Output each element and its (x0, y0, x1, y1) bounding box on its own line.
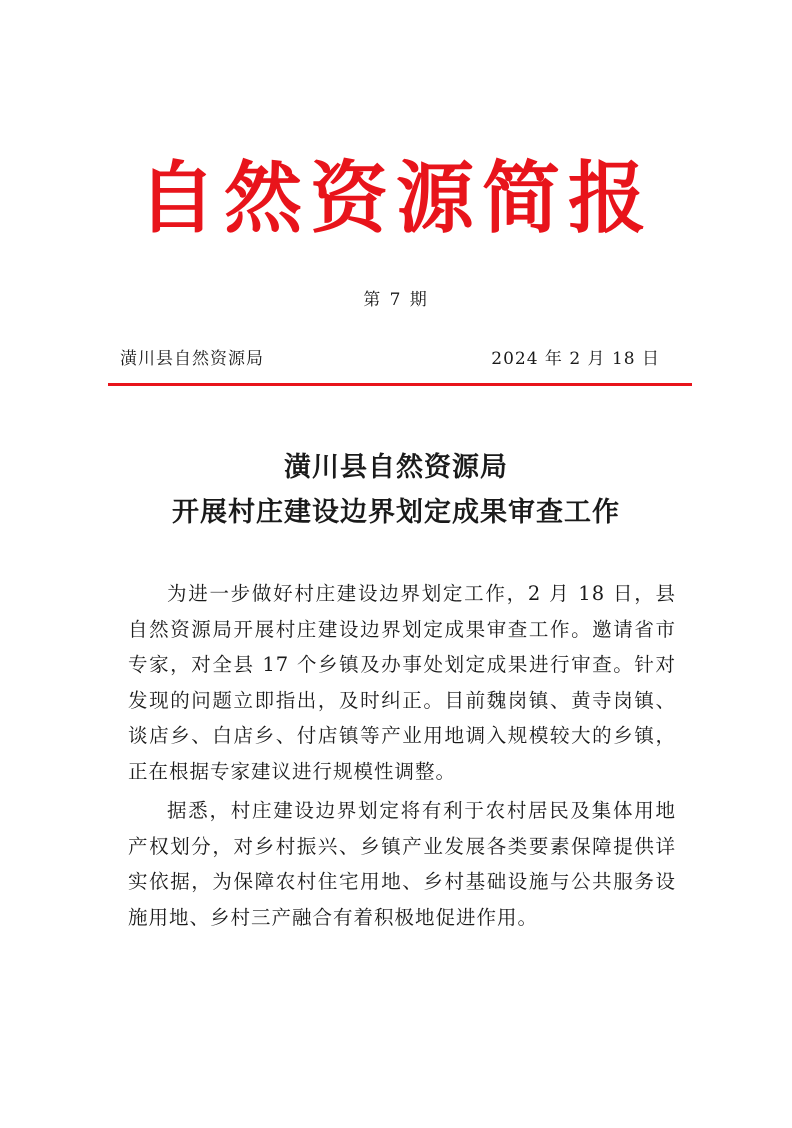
issuer-org: 潢川县自然资源局 (120, 349, 264, 369)
masthead-title: 自然资源简报 (137, 154, 654, 244)
red-divider (108, 383, 692, 386)
headline-line-2: 开展村庄建设边界划定成果审查工作 (172, 497, 620, 528)
headline-line-1: 潢川县自然资源局 (284, 452, 508, 483)
issue-date: 2024 年 2 月 18 日 (491, 349, 660, 369)
paragraph-2: 据悉，村庄建设边界划定将有利于农村居民及集体用地产权划分，对乡村振兴、乡镇产业发展各类要素保障提供详实依据，为保障农村住宅用地、乡村基础设施与公共服务设施用地、乡村三产融合有着积极地促进作用。 (128, 799, 676, 929)
issue-number: 第 7 期 (363, 290, 429, 310)
article-body (128, 576, 676, 939)
issuer-row (120, 344, 660, 369)
paragraph-1: 为进一步做好村庄建设边界划定工作，2 月 18 日，县自然资源局开展村庄建设边界划定成果审查工作。邀请省市专家，对全县 17 个乡镇及办事处划定成果进行审查。针对发现的问题立即指出，及时纠正。目前魏岗镇、黄寺岗镇、谈店乡、白店乡、付店镇等产业用地调入规模较大的乡镇，正在根据专家建议进行规模性调整。 (128, 582, 676, 783)
